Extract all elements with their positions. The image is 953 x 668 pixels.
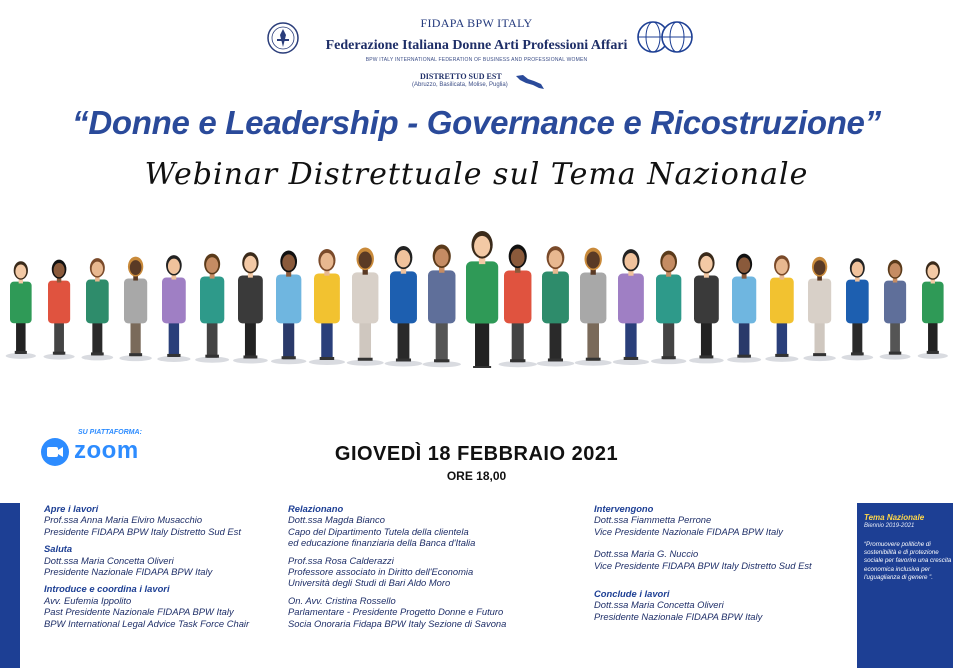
program-column-opening [44, 503, 284, 635]
speaker-role: BPW International Legal Advice Task Force Chair [44, 617, 250, 629]
woman-figure [119, 257, 152, 362]
woman-figure [157, 255, 190, 362]
woman-figure [651, 251, 686, 365]
woman-figure [499, 245, 537, 368]
speaker-name: Dott.ssa Maria Concetta Oliveri [594, 599, 724, 611]
speaker-name: Dott.ssa Magda Bianco [288, 514, 385, 526]
left-accent-bar [0, 503, 20, 668]
speaker-role: Università degli Studi di Bari Aldo Moro [288, 577, 451, 589]
speaker-role: ed educazione finanziaria della Banca d'Italia [288, 537, 476, 549]
group-heading: Conclude i lavori [594, 588, 670, 600]
women-illustration [0, 218, 953, 373]
speaker-name: Dott.ssa Fiammetta Perrone [594, 514, 712, 526]
platform-label: SU PIATTAFORMA: [78, 429, 142, 436]
federation-name: Federazione Italiana Donne Arti Professioni Affari [325, 38, 628, 53]
event-date: GIOVEDÌ 18 FEBBRAIO 2021 [334, 443, 619, 465]
woman-figure [613, 249, 649, 365]
program-group [288, 503, 568, 549]
speaker-name: Dott.ssa Maria Concetta Oliveri [44, 554, 174, 566]
woman-figure [233, 252, 268, 363]
speaker-role: Vice Presidente Nazionale FIDAPA BPW Italy [594, 525, 783, 537]
speaker-role: Presidente Nazionale FIDAPA BPW Italy [44, 566, 213, 578]
woman-figure [841, 258, 873, 360]
speaker-role: Parlamentare - Presidente Progetto Donne e Futuro [288, 606, 504, 618]
speaker-role: Capo del Dipartimento Tutela della clientela [288, 525, 469, 537]
speaker-role: Past Presidente Nazionale FIDAPA BPW Italy [44, 606, 234, 618]
woman-figure [765, 255, 798, 362]
org-name: FIDAPA BPW ITALY [420, 16, 533, 30]
woman-figure [423, 244, 461, 367]
district-name: DISTRETTO SUD EST [420, 72, 502, 81]
theme-panel-title: Tema Nazionale [864, 513, 925, 522]
group-heading: Relazionano [288, 503, 344, 514]
speaker-name: Prof.ssa Anna Maria Elviro Musacchio [44, 514, 203, 526]
woman-figure [309, 249, 345, 365]
woman-figure [6, 261, 36, 359]
group-heading: Introduce e coordina i lavori [44, 583, 170, 595]
program-group [288, 555, 568, 589]
woman-figure [460, 231, 505, 368]
theme-panel-years: Biennio 2019-2021 [864, 523, 915, 529]
speaker-role: Professore associato in Diritto dell'Economia [288, 566, 474, 578]
group-heading: Saluta [44, 543, 73, 555]
program-column-speakers [288, 503, 568, 635]
woman-figure [727, 254, 761, 363]
event-title: “Donne e Leadership - Governance e Ricostruzione” [72, 104, 881, 141]
event-subtitle: Webinar Distrettuale sul Tema Nazionale [144, 157, 809, 192]
program-column-interventions [594, 503, 854, 628]
woman-figure [44, 260, 75, 360]
woman-figure [537, 246, 575, 366]
woman-figure [803, 257, 835, 361]
woman-figure [347, 248, 384, 366]
federation-english-name: BPW ITALY INTERNATIONAL FEDERATION OF BUSINESS AND PROFESSIONAL WOMEN [365, 57, 588, 63]
woman-figure [81, 258, 113, 360]
speaker-name: Prof.ssa Rosa Calderazzi [288, 554, 394, 566]
platform-name: zoom [74, 437, 139, 464]
speaker-role: Presidente Nazionale FIDAPA BPW Italy [594, 610, 763, 622]
woman-figure [271, 251, 306, 365]
woman-figure [689, 252, 724, 363]
speaker-role: Presidente FIDAPA BPW Italy Distretto Sud Est [44, 525, 241, 537]
program-group [44, 583, 284, 629]
speaker-name: Dott.ssa Maria G. Nuccio [594, 548, 699, 560]
speaker-role: Vice Presidente FIDAPA BPW Italy Distretto Sud Est [594, 559, 812, 571]
woman-figure [385, 246, 423, 367]
district-regions: (Abruzzo, Basilicata, Molise, Puglia) [412, 82, 508, 88]
woman-figure [880, 260, 911, 360]
program-group [44, 503, 284, 537]
speaker-role: Socia Onoraria Fidapa BPW Italy Sezione di Savona [288, 617, 507, 629]
woman-figure [195, 254, 229, 363]
speaker-name: On. Avv. Cristina Rossello [288, 594, 396, 606]
program-group [594, 588, 854, 622]
woman-figure [918, 261, 948, 359]
program-group [44, 543, 284, 577]
group-heading: Apre i lavori [44, 503, 99, 514]
program-group [594, 503, 854, 537]
theme-panel-quote: “Promuovere politiche di sostenibilità e di protezione sociale per favorire una crescita economica inclusiva per l'uguaglianza di genere ”. [864, 541, 952, 581]
district-map-icon [514, 73, 546, 96]
group-heading: Intervengono [594, 503, 654, 514]
event-time: ORE 18,00 [446, 469, 507, 483]
woman-figure [575, 248, 612, 366]
speaker-name: Avv. Eufemia Ippolito [44, 594, 132, 606]
program-group [594, 548, 854, 571]
program-group [288, 595, 568, 629]
